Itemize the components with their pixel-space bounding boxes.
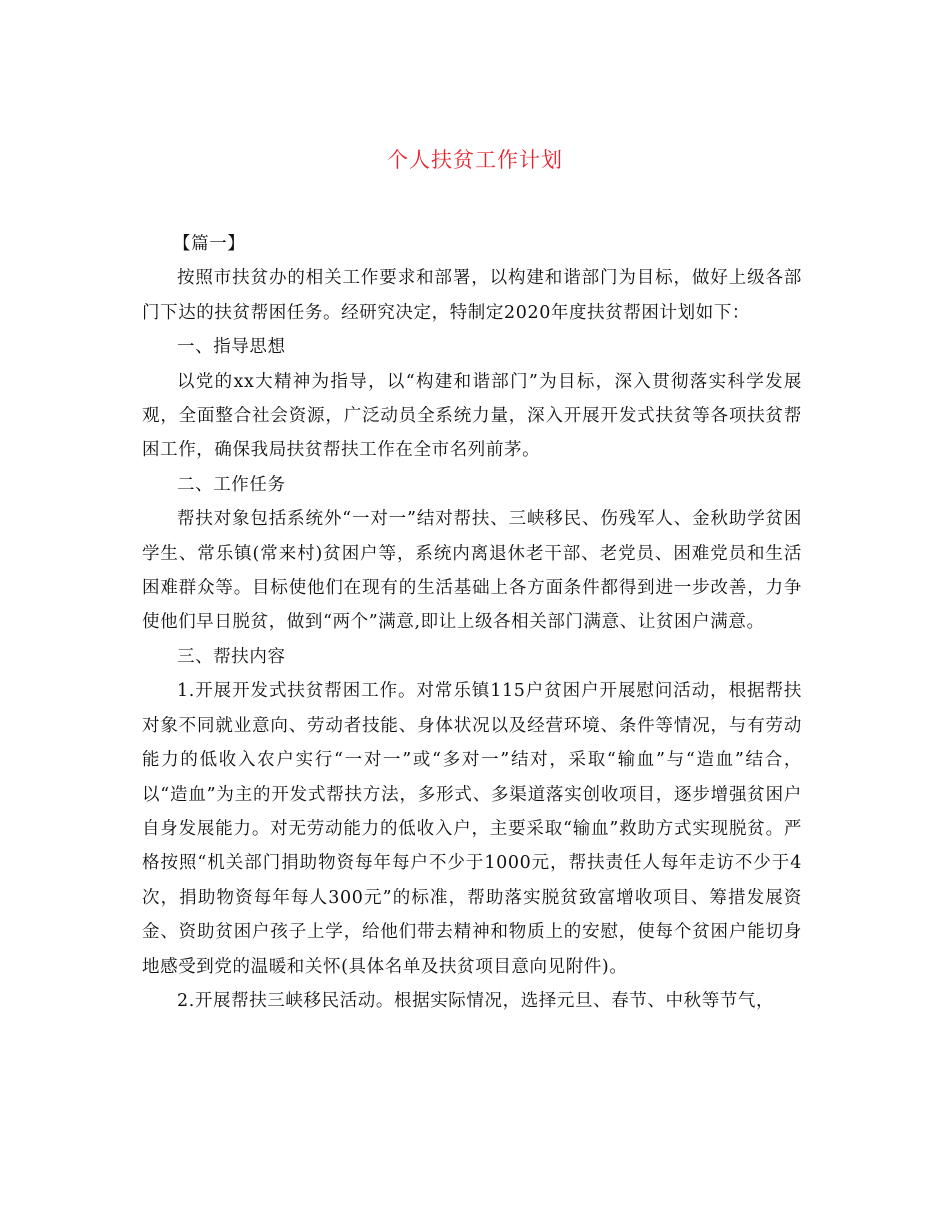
paragraph-item-2: 2.开展帮扶三峡移民活动。根据实际情况，选择元旦、春节、中秋等节气， — [177, 990, 775, 1011]
document-title: 个人扶贫工作计划 — [387, 148, 563, 172]
paragraph-item-1: 1.开展开发式扶贫帮困工作。对常乐镇115户贫困户开展慰问活动，根据帮扶对象不同就业意向、劳动者技能、身体状况以及经营环境、条件等情况，与有劳动能力的低收入农户实行“一对一”或“多对一”结对，采取“输血”与“造血”结合，以“造血”为主的开发式帮扶方法，多形式、多渠道落实创收项目，逐步增强贫困户自身发展能力。对无劳动能力的低收入户，主要采取“输血”救助方式实现脱贫。严格按照“机关部门捐助物资每年每户不少于1000元，帮扶责任人每年走访不少于4次，捐助物资每年每人300元”的标准，帮助落实脱贫致富增收项目、筹措发展资金、资助贫困户孩子上学，给他们带去精神和物质上的安慰，使每个贫困户能切身地感受到党的温暖和关怀(具体名单及扶贫项目意向见附件)。 — [142, 681, 802, 977]
heading-guiding-ideology: 一、指导思想 — [177, 337, 286, 358]
document-body — [142, 227, 802, 1018]
heading-work-tasks: 二、工作任务 — [177, 474, 286, 495]
section-label: 【篇一】 — [173, 234, 246, 254]
heading-assistance-content: 三、帮扶内容 — [177, 646, 286, 667]
paragraph-intro: 按照市扶贫办的相关工作要求和部署，以构建和谐部门为目标，做好上级各部门下达的扶贫帮困任务。经研究决定，特制定2020年度扶贫帮困计划如下： — [142, 268, 802, 323]
paragraph-work-tasks: 帮扶对象包括系统外“一对一”结对帮扶、三峡移民、伤残军人、金秋助学贫困学生、常乐镇(常来村)贫困户等，系统内离退休老干部、老党员、困难党员和生活困难群众等。目标使他们在现有的生活基础上各方面条件都得到进一步改善，力争使他们早日脱贫，做到“两个”满意,即让上级各相关部门满意、让贫困户满意。 — [142, 509, 802, 633]
paragraph-guiding-ideology: 以党的xx大精神为指导，以“构建和谐部门”为目标，深入贯彻落实科学发展观，全面整合社会资源，广泛动员全系统力量，深入开展开发式扶贫等各项扶贫帮困工作，确保我局扶贫帮扶工作在全市名列前茅。 — [142, 371, 802, 461]
